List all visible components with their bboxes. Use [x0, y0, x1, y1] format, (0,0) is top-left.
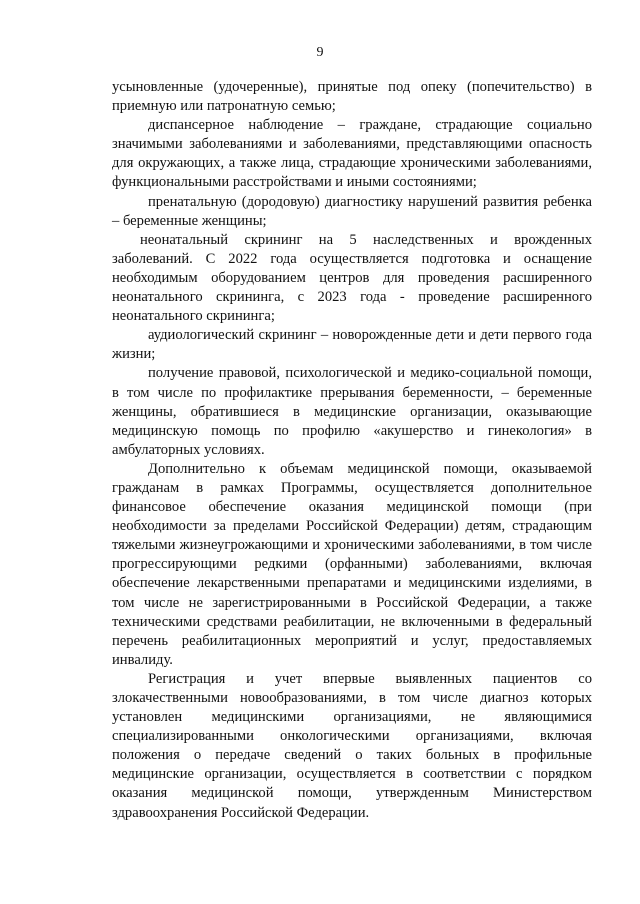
- paragraph-dispensary-observation: диспансерное наблюдение – граждане, страдающие социально значимыми заболеваниями и заболеваниями, представляющими опасность для окружающих, а также лица, страдающие хроническими заболеваниями, функциональными расстройствами и иными состояниями;: [112, 117, 592, 191]
- document-body: [112, 78, 592, 823]
- paragraph-audiological-screening: аудиологический скрининг – новорожденные дети и дети первого года жизни;: [112, 327, 592, 363]
- paragraph-prenatal-diagnostics: пренатальную (дородовую) диагностику нарушений развития ребенка – беременные женщины;: [112, 193, 592, 229]
- page-number: 9: [316, 45, 324, 60]
- paragraph-legal-psychological-help: получение правовой, психологической и медико-социальной помощи, в том числе по профилактике прерывания беременности, – беременные женщины, обратившиеся в медицинские организации, оказывающие медицинскую помощь по профилю «акушерство и гинекология» в амбулаторных условиях.: [112, 365, 592, 458]
- paragraph-neonatal-screening: неонатальный скрининг на 5 наследственных и врожденных заболеваний. С 2022 года осуществляется подготовка и оснащение необходимым оборудованием центров для проведения расширенного неонатального скрининга, с 2023 года - проведение расширенного неонатального скрининга;: [112, 231, 592, 325]
- paragraph-oncology-registration: Регистрация и учет впервые выявленных пациентов со злокачественными новообразованиями, в том числе диагноз которых установлен медицинскими организациями, не являющимися специализированными онкологическими организациями, включая положения о передаче сведений о таких больных в профильные медицинские организации, осуществляется в соответствии с порядком оказания медицинской помощи, утвержденным Министерством здравоохранения Российской Федерации.: [112, 670, 592, 821]
- paragraph-adopted-children: усыновленные (удочеренные), принятые под опеку (попечительство) в приемную или патронатную семью;: [112, 79, 592, 115]
- paragraph-additional-funding: Дополнительно к объемам медицинской помощи, оказываемой гражданам в рамках Программы, осуществляется дополнительное финансовое обеспечение оказания медицинской помощи (при необходимости за пределами Российской Федерации) детям, страдающим тяжелыми жизнеугрожающими и хроническими заболеваниями, в том числе прогрессирующими редкими (орфанными) заболеваниями, включая обеспечение лекарственными препаратами и медицинскими изделиями, в том числе не зарегистрированными в Российской Федерации, а также техническими средствами реабилитации, не включенными в федеральный перечень реабилитационных мероприятий и услуг, предоставляемых инвалиду.: [112, 460, 592, 668]
